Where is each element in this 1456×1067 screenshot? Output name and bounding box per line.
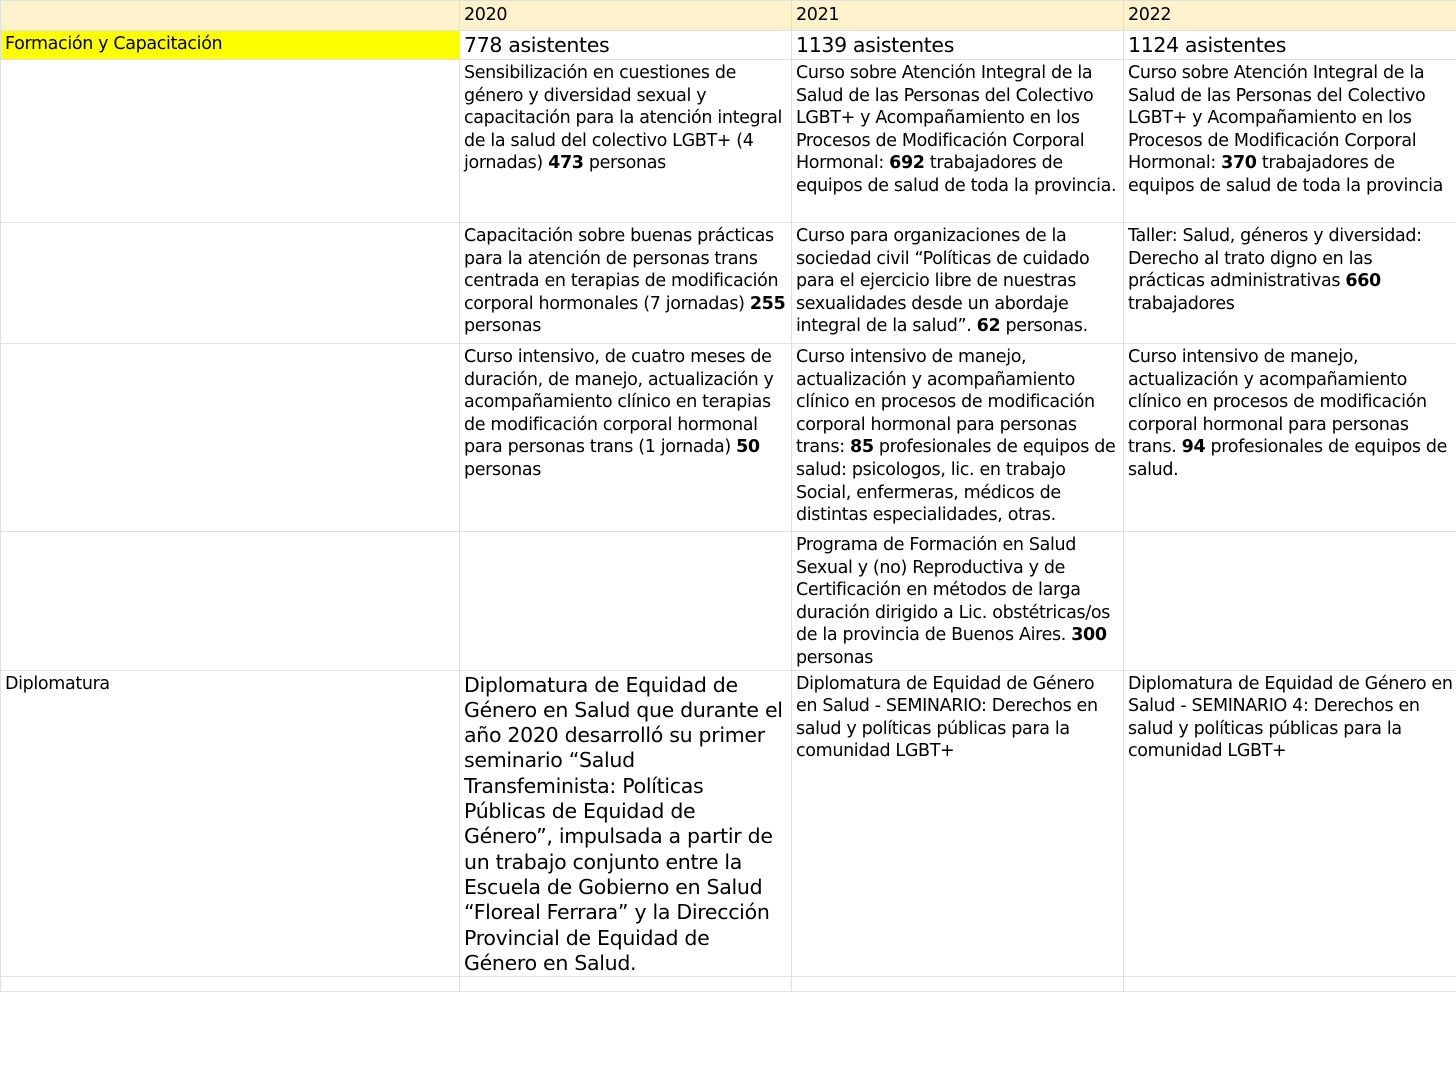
cell-count: 94 <box>1181 437 1206 458</box>
cell-text-suffix: profesionales de equipos de salud: psicologos, lic. en trabajo Social, enfermeras, médicos de distintas especialidades, otras. <box>796 437 1116 526</box>
cell-2020[interactable] <box>460 532 792 671</box>
row-label-cell[interactable] <box>1 60 460 223</box>
cell-count: 370 <box>1221 153 1257 174</box>
cell-text: Curso para organizaciones de la sociedad civil “Políticas de cuidado para el ejercicio libre de nuestras sexualidades desde un abordaje integral de la salud”. <box>796 226 1090 337</box>
row-label-cell[interactable] <box>1 344 460 532</box>
empty-cell[interactable] <box>460 977 792 992</box>
attendees-2022-cell[interactable]: 1124 asistentes <box>1124 31 1456 60</box>
cell-text-suffix: personas. <box>1000 316 1088 337</box>
cell-2021[interactable] <box>792 532 1124 671</box>
cell-2021[interactable] <box>792 670 1124 977</box>
cell-2020[interactable] <box>460 223 792 344</box>
cell-2021[interactable] <box>792 223 1124 344</box>
cell-count: 255 <box>749 293 786 314</box>
cell-2020[interactable] <box>460 60 792 223</box>
cell-text: Diplomatura de Equidad de Género en Salud - SEMINARIO 4: Derechos en salud y políticas públicas para la comunidad LGBT+ <box>1128 673 1453 762</box>
cell-2022[interactable] <box>1124 344 1456 532</box>
table-row <box>1 532 1456 671</box>
cell-count: 473 <box>548 153 584 174</box>
header-label-cell[interactable] <box>1 1 460 31</box>
row-label-cell[interactable] <box>1 223 460 344</box>
cell-text-suffix: trabajadores de equipos de salud de toda la provincia. <box>796 153 1117 196</box>
header-year-2020[interactable]: 2020 <box>460 1 792 31</box>
cell-text: Sensibilización en cuestiones de género y diversidad sexual y capacitación para la atención integral de la salud del colectivo LGBT+ (4 jornadas) <box>464 63 783 174</box>
cell-text: Curso intensivo, de cuatro meses de duración, de manejo, actualización y acompañamiento clínico en terapias de modificación corporal hormonal para personas trans (1 jornada) <box>464 347 774 458</box>
cell-text: Diplomatura de Equidad de Género en Salud - SEMINARIO: Derechos en salud y políticas públicas para la comunidad LGBT+ <box>796 673 1098 762</box>
header-year-2022[interactable]: 2022 <box>1124 1 1456 31</box>
cell-text-suffix: trabajadores <box>1128 293 1235 314</box>
cell-2021[interactable] <box>792 60 1124 223</box>
cell-text-suffix: personas <box>464 316 542 337</box>
cell-count: 660 <box>1345 271 1381 292</box>
cell-count: 62 <box>976 316 1001 337</box>
table-row <box>1 60 1456 223</box>
attendees-2020-cell[interactable]: 778 asistentes <box>460 31 792 60</box>
category-label-cell[interactable]: Formación y Capacitación <box>1 31 460 60</box>
cell-count: 300 <box>1071 625 1107 646</box>
empty-cell[interactable] <box>1124 977 1456 992</box>
cell-2020[interactable] <box>460 670 792 977</box>
cell-2022[interactable] <box>1124 670 1456 977</box>
cell-text: Curso intensivo de manejo, actualización y acompañamiento clínico en procesos de modificación corporal hormonal para personas trans. <box>1128 347 1427 458</box>
table-row-empty <box>1 977 1456 992</box>
attendees-2021-cell[interactable]: 1139 asistentes <box>792 31 1124 60</box>
cell-2020[interactable] <box>460 344 792 532</box>
cell-2022[interactable] <box>1124 223 1456 344</box>
empty-cell[interactable] <box>792 977 1124 992</box>
cell-text: Curso intensivo de manejo, actualización y acompañamiento clínico en procesos de modificación corporal hormonal para personas trans: <box>796 347 1095 458</box>
cell-text-suffix: trabajadores de equipos de salud de toda la provincia <box>1128 153 1443 196</box>
summary-row <box>1 31 1456 60</box>
cell-2022[interactable] <box>1124 532 1456 671</box>
table-row <box>1 670 1456 977</box>
cell-count: 692 <box>889 153 925 174</box>
cell-text: Capacitación sobre buenas prácticas para la atención de personas trans centrada en terapias de modificación corporal hormonales (7 jornadas) <box>464 226 779 314</box>
header-row <box>1 1 1456 31</box>
row-label-cell[interactable]: Diplomatura <box>1 670 460 977</box>
header-year-2021[interactable]: 2021 <box>792 1 1124 31</box>
row-label-cell[interactable] <box>1 532 460 671</box>
cell-text-suffix: personas <box>464 459 542 480</box>
cell-text: Curso sobre Atención Integral de la Salud de las Personas del Colectivo LGBT+ y Acompañamiento en los Procesos de Modificación Corporal Hormonal: <box>1128 63 1426 174</box>
table-row <box>1 223 1456 344</box>
cell-text-suffix: personas <box>583 153 666 174</box>
cell-text: Taller: Salud, géneros y diversidad: Derecho al trato digno en las prácticas administrativas <box>1128 226 1422 292</box>
cell-text: Curso sobre Atención Integral de la Salud de las Personas del Colectivo LGBT+ y Acompañamiento en los Procesos de Modificación Corporal Hormonal: <box>796 63 1094 174</box>
cell-text: Programa de Formación en Salud Sexual y (no) Reproductiva y de Certificación en métodos de larga duración dirigido a Lic. obstétricas/os de la provincia de Buenos Aires. <box>796 535 1110 646</box>
empty-cell[interactable] <box>1 977 460 992</box>
cell-text-suffix: personas <box>796 647 874 668</box>
cell-text-suffix: profesionales de equipos de salud. <box>1128 437 1448 480</box>
cell-count: 85 <box>850 437 874 458</box>
cell-count: 50 <box>736 437 760 458</box>
cell-2022[interactable] <box>1124 60 1456 223</box>
table-row <box>1 344 1456 532</box>
cell-text: Diplomatura de Equidad de Género en Salud que durante el año 2020 desarrolló su primer seminario “Salud Transfeminista: Políticas Públicas de Equidad de Género”, impulsada a partir de un trabajo conjunto entre la Escuela de Gobierno en Salud “Floreal Ferrara” y la Dirección Provincial de Equidad de Género en Salud. <box>464 672 783 975</box>
cell-2021[interactable] <box>792 344 1124 532</box>
